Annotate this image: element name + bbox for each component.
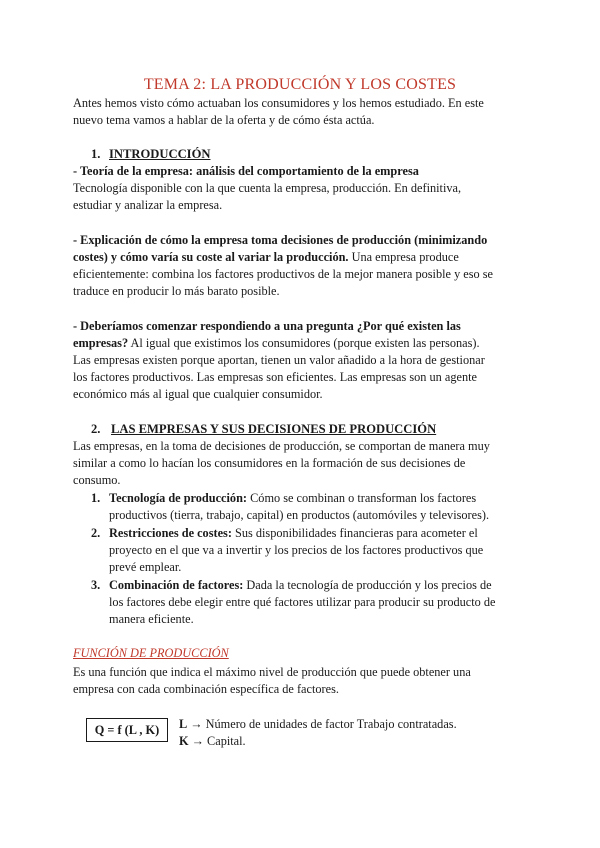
section-2-line-3: consumo. <box>73 473 121 487</box>
page-title: TEMA 2: LA PRODUCCIÓN Y LOS COSTES <box>143 76 457 93</box>
decision-line-3: eficientemente: combina los factores productivos de la mejor manera posible y eso se <box>73 267 493 281</box>
decision-line-2 <box>73 249 459 266</box>
list-number-2: 2. <box>91 526 101 540</box>
list-number-1: 1. <box>91 491 101 505</box>
list-item-3-line-1 <box>109 577 492 594</box>
list-item-3-text: Dada la tecnología de producción y los precios de <box>243 578 492 592</box>
legend-arrow-k: → <box>191 734 204 748</box>
legend-item-l <box>179 716 457 733</box>
list-item-1-line-2: productivos (tierra, trabajo, capital) en productos (automóviles y televisores). <box>109 508 490 522</box>
legend-var-k: K <box>179 734 189 748</box>
section-2-line-1: Las empresas, en la toma de decisiones de producción, se comportan de manera muy <box>73 439 490 453</box>
question-line-5: económico más al igual que cualquier consumidor. <box>73 387 323 401</box>
legend-item-k <box>179 733 246 750</box>
intro-line-2: nuevo tema vamos a hablar de la oferta y de cómo ésta actúa. <box>73 113 375 127</box>
list-item-1-line-1 <box>109 490 476 507</box>
legend-var-l: L <box>179 717 188 731</box>
question-line-3: Las empresas existen porque aportan, tienen un valor añadido a la hora de gestionar <box>73 353 485 367</box>
section-2-heading: LAS EMPRESAS Y SUS DECISIONES DE PRODUCCIÓN <box>111 422 437 436</box>
list-item-2-line-2: proyecto en el que va a invertir y los precios de los factores productivos que <box>109 543 484 557</box>
decision-heading-2: costes) y cómo varía su coste al variar la producción. <box>73 250 349 264</box>
list-item-2-text: Sus disponibilidades financieras para acometer el <box>231 526 478 540</box>
question-heading-2: empresas? <box>73 336 129 350</box>
legend-text-l: Número de unidades de factor Trabajo contratadas. <box>205 717 457 731</box>
theory-line-2: estudiar y analizar la empresa. <box>73 198 223 212</box>
list-item-3-line-3: manera eficiente. <box>109 612 194 626</box>
list-item-2-line-1 <box>109 525 478 542</box>
decision-line-4: traduce en producir lo más barato posible. <box>73 284 280 298</box>
legend-text-k: Capital. <box>207 734 246 748</box>
list-item-3-label: Combinación de factores: <box>109 578 244 592</box>
list-item-1-label: Tecnología de producción: <box>109 491 248 505</box>
section-2-number: 2. <box>91 422 101 436</box>
intro-line-1: Antes hemos visto cómo actuaban los consumidores y los hemos estudiado. En este <box>73 96 484 110</box>
list-item-3-line-2: los factores debe elegir entre qué factores utilizar para producir su producto de <box>109 595 496 609</box>
section-1-heading: INTRODUCCIÓN <box>109 147 211 161</box>
formula-box: Q = f (L , K) <box>86 718 168 742</box>
production-function-line-2: empresa con cada combinación específica de factores. <box>73 682 339 696</box>
production-function-line-1: Es una función que indica el máximo nivel de producción que puede obtener una <box>73 665 471 679</box>
question-line-4: los factores productivos. Las empresas son eficientes. Las empresas son un agente <box>73 370 477 384</box>
question-line-2 <box>73 335 480 352</box>
theory-line-1: Tecnología disponible con la que cuenta la empresa, producción. En definitiva, <box>73 181 462 195</box>
list-number-3: 3. <box>91 578 101 592</box>
decision-heading-1: - Explicación de cómo la empresa toma decisiones de producción (minimizando <box>73 233 488 247</box>
decision-tail: Una empresa produce <box>348 250 459 264</box>
list-item-1-text: Cómo se combinan o transforman los factores <box>247 491 477 505</box>
section-2-line-2: similar a como lo hacían los consumidores en la formación de sus decisiones de <box>73 456 466 470</box>
section-1-number: 1. <box>91 147 101 161</box>
legend-arrow-l: → <box>190 717 203 731</box>
list-item-2-line-3: prevé emplear. <box>109 560 182 574</box>
question-tail: Al igual que existimos los consumidores (porque existen las personas). <box>128 336 480 350</box>
question-heading-1: - Deberíamos comenzar respondiendo a una pregunta ¿Por qué existen las <box>73 319 461 333</box>
list-item-2-label: Restricciones de costes: <box>109 526 232 540</box>
theory-heading: - Teoría de la empresa: análisis del comportamiento de la empresa <box>73 164 419 178</box>
production-function-heading: FUNCIÓN DE PRODUCCIÓN <box>73 646 229 660</box>
